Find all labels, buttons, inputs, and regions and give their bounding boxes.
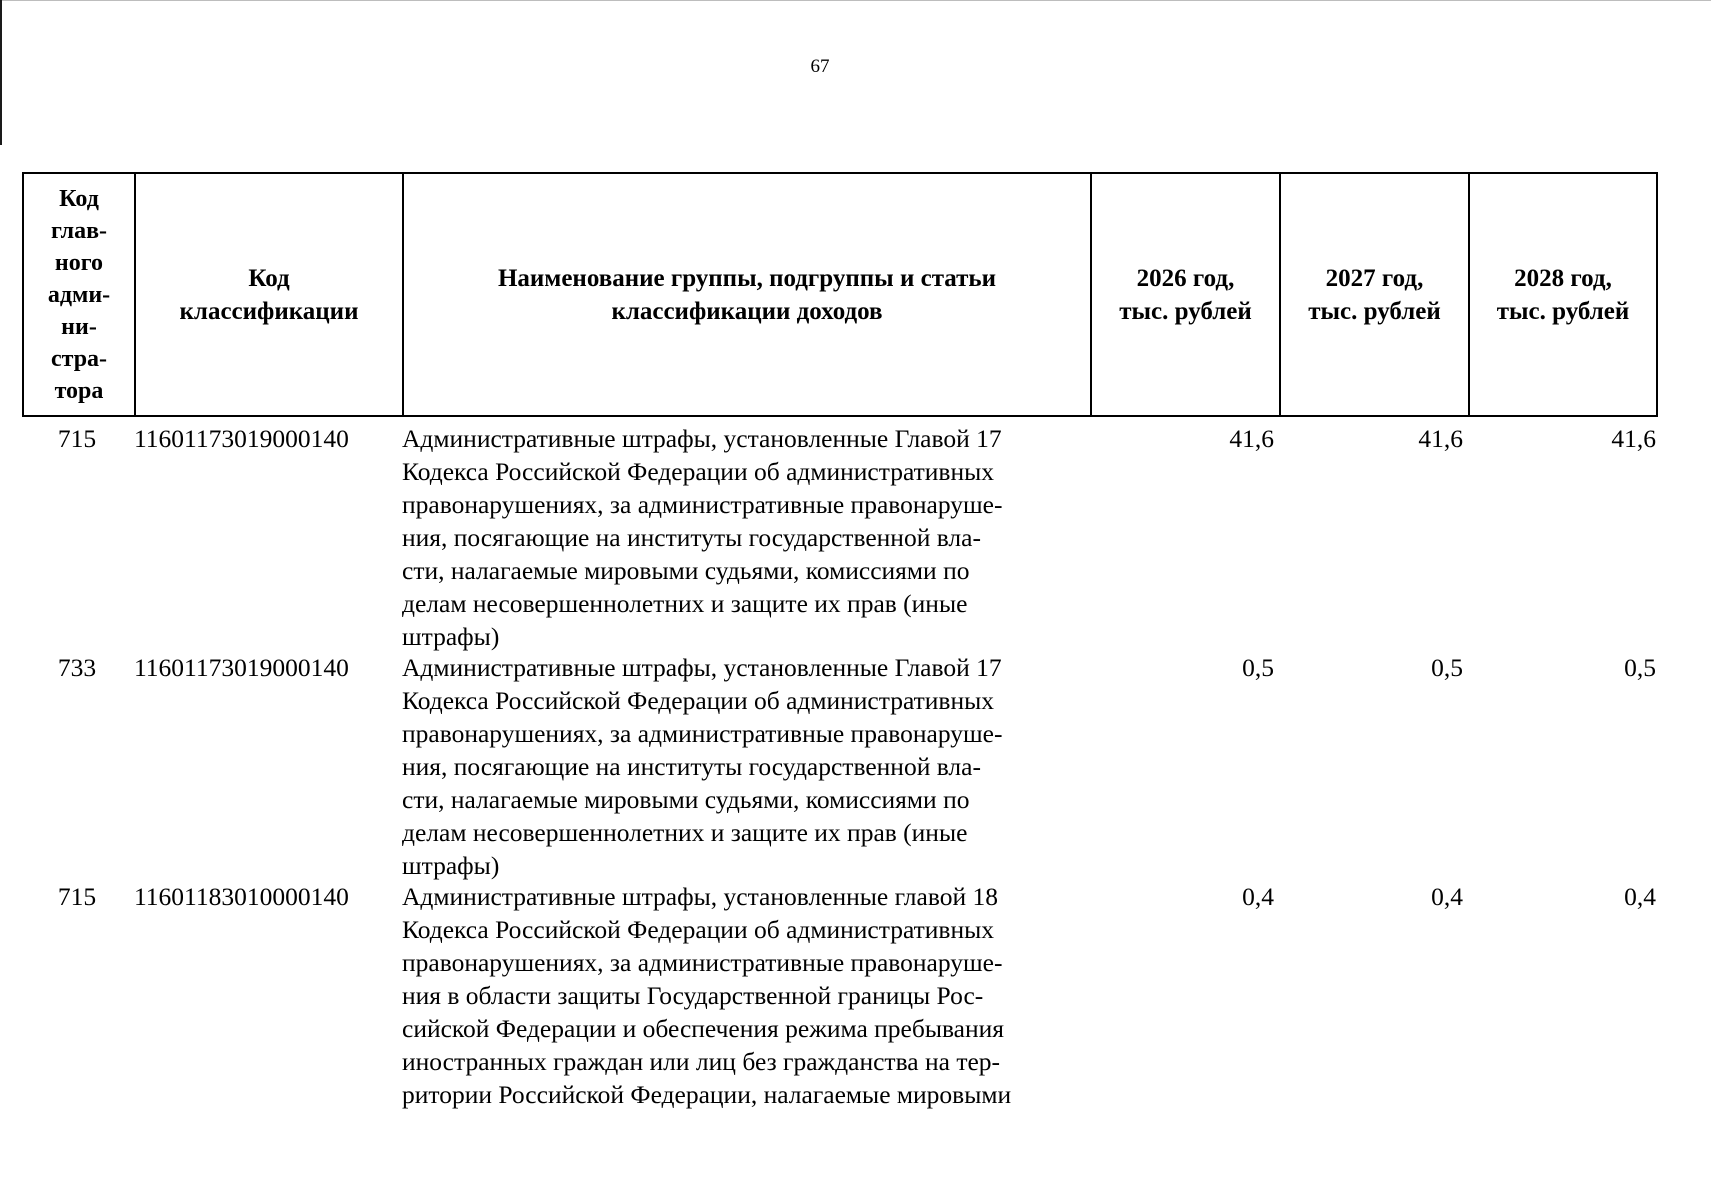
value-2028-cell: 0,4: [1624, 882, 1656, 911]
text-line: стра-: [50, 345, 108, 372]
value-2026-cell: 0,5: [1242, 653, 1274, 682]
text-line: штрафы): [402, 622, 500, 651]
value-2026-cell: 0,4: [1242, 882, 1274, 911]
text-line: правонарушениях, за административные правонаруше-: [402, 719, 1003, 748]
value-2027-cell: 0,5: [1431, 653, 1463, 682]
text-line: Код: [248, 264, 290, 292]
text-line: Код: [59, 185, 99, 212]
text-line: тыс. рублей: [1308, 297, 1441, 325]
text-line: Административные штрафы, установленные Главой 17: [402, 424, 1002, 453]
text-line: Административные штрафы, установленные главой 18: [402, 882, 998, 911]
text-line: сийской Федерации и обеспечения режима пребывания: [402, 1014, 1005, 1043]
text-line: 2026 год,: [1136, 264, 1235, 292]
page-number: 67: [810, 56, 830, 77]
text-line: 2027 год,: [1325, 264, 1424, 292]
admin-code-cell: 715: [57, 424, 97, 453]
value-2027-cell: 41,6: [1418, 424, 1463, 453]
text-line: тыс. рублей: [1119, 297, 1252, 325]
text-line: штрафы): [402, 851, 500, 880]
text-line: правонарушениях, за административные правонаруше-: [402, 948, 1003, 977]
text-line: адми-: [47, 281, 111, 308]
text-line: иностранных граждан или лиц без гражданства на тер-: [402, 1047, 1001, 1076]
table-row: [22, 880, 1658, 1111]
text-line: классификации: [179, 297, 359, 325]
scan-edge-left: [0, 0, 2, 145]
classification-code-cell: 11601173019000140: [134, 424, 349, 453]
text-line: 2028 год,: [1514, 264, 1612, 292]
table-row: [22, 422, 1658, 651]
value-2027-cell: 0,4: [1431, 882, 1463, 911]
text-line: ного: [54, 249, 104, 276]
text-line: правонарушениях, за административные правонаруше-: [402, 490, 1003, 519]
value-2026-cell: 41,6: [1229, 424, 1274, 453]
text-line: классификации доходов: [611, 297, 883, 325]
header-year-2027: [1279, 174, 1468, 415]
table-header: [22, 172, 1658, 417]
admin-code-cell: 715: [57, 882, 97, 911]
text-line: сти, налагаемые мировыми судьями, комиссиями по: [402, 785, 970, 814]
text-line: Кодекса Российской Федерации об административных: [402, 457, 994, 486]
revenue-name-cell: [402, 880, 1102, 1111]
text-line: ритории Российской Федерации, налагаемые мировыми: [402, 1080, 1012, 1109]
text-line: ния, посягающие на институты государственной вла-: [402, 752, 981, 781]
admin-code-cell: 733: [57, 653, 97, 682]
table-row: [22, 651, 1658, 880]
text-line: Наименование группы, подгруппы и статьи: [497, 264, 997, 292]
header-year-2028: [1468, 174, 1656, 415]
value-2028-cell: 0,5: [1624, 653, 1656, 682]
table-body: [22, 422, 1658, 1111]
text-line: Административные штрафы, установленные Главой 17: [402, 653, 1002, 682]
revenue-name-cell: [402, 651, 1102, 882]
classification-code-cell: 11601173019000140: [134, 653, 349, 682]
text-line: делам несовершеннолетних и защите их прав (иные: [402, 818, 968, 847]
revenue-table: [22, 172, 1658, 1111]
classification-code-cell: 11601183010000140: [134, 882, 349, 911]
text-line: сти, налагаемые мировыми судьями, комиссиями по: [402, 556, 970, 585]
header-year-2026: [1090, 174, 1279, 415]
text-line: глав-: [50, 217, 108, 244]
text-line: Кодекса Российской Федерации об административных: [402, 686, 994, 715]
revenue-name-cell: [402, 422, 1102, 653]
header-classification-code: [134, 174, 402, 415]
scan-edge-top: [0, 0, 1711, 1]
text-line: тыс. рублей: [1496, 297, 1630, 325]
text-line: ни-: [61, 313, 97, 340]
text-line: делам несовершеннолетних и защите их прав (иные: [402, 589, 968, 618]
value-2028-cell: 41,6: [1611, 424, 1656, 453]
text-line: тора: [54, 377, 104, 404]
text-line: Кодекса Российской Федерации об административных: [402, 915, 994, 944]
text-line: ния в области защиты Государственной границы Рос-: [402, 981, 984, 1010]
text-line: ния, посягающие на институты государственной вла-: [402, 523, 981, 552]
header-admin-code: [24, 174, 134, 415]
header-revenue-name: [402, 174, 1090, 415]
